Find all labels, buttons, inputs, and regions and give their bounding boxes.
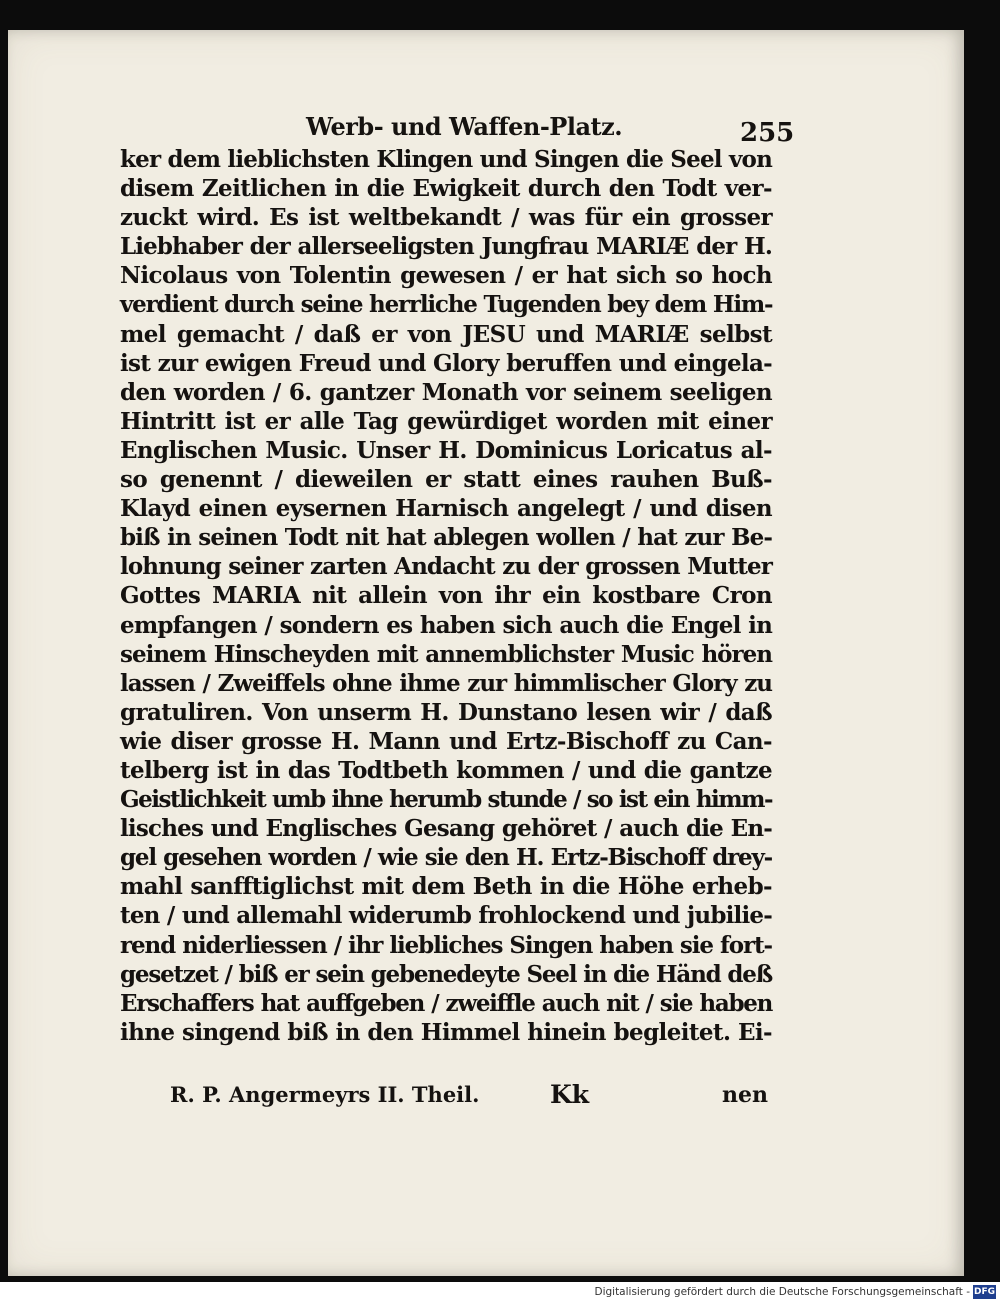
text-line: so genennt / dieweilen er statt eines rauhen Buß- [120, 466, 772, 494]
text-line: ihne singend biß in den Himmel hinein begleitet. Ei- [120, 1018, 772, 1046]
text-line: den worden / 6. gantzer Monath vor seinem seeligen [120, 378, 772, 406]
text-line: rend niderliessen / ihr liebliches Singen haben sie fort- [120, 931, 772, 959]
text-line: zuckt wird. Es ist weltbekandt / was für ein grosser [120, 204, 772, 232]
page-number: 255 [740, 118, 795, 148]
signature-mark: Kk [550, 1080, 590, 1109]
text-line: wie diser grosse H. Mann und Ertz-Bischoff zu Can- [120, 727, 772, 755]
text-line: telberg ist in das Todtbeth kommen / und die gantze [120, 756, 772, 784]
running-head: Werb- und Waffen-Platz. [306, 112, 623, 141]
text-line: empfangen / sondern es haben sich auch die Engel in [120, 611, 772, 639]
text-line: lohnung seiner zarten Andacht zu der grossen Mutter [120, 553, 772, 581]
signature-text: R. P. Angermeyrs II. Theil. [170, 1082, 480, 1107]
text-line: Englischen Music. Unser H. Dominicus Loricatus al- [120, 436, 772, 464]
text-line: lassen / Zweiffels ohne ihme zur himmlischer Glory zu [120, 669, 772, 697]
text-line: mahl sanfftiglichst mit dem Beth in die Höhe erheb- [120, 873, 772, 901]
text-line: ten / und allemahl widerumb frohlockend und jubilie- [120, 902, 772, 930]
dfg-logo-icon: DFG [973, 1287, 995, 1297]
text-line: mel gemacht / daß er von JESU und MARIÆ selbst [120, 320, 772, 348]
text-line: lisches und Englisches Gesang gehöret / auch die En- [120, 815, 772, 843]
text-line: Geistlichkeit umb ihne herumb stunde / so ist ein himm- [120, 786, 772, 814]
text-line: gel gesehen worden / wie sie den H. Ertz-Bischoff drey- [120, 844, 772, 872]
text-line: Hintritt ist er alle Tag gewürdiget worden mit einer [120, 407, 772, 435]
text-line: biß in seinen Todt nit hat ablegen wollen / hat zur Be- [120, 524, 772, 552]
funding-notice: Digitalisierung gefördert durch die Deutsche Forschungsgemeinschaft - [594, 1286, 970, 1298]
body-text [120, 145, 772, 1047]
signature-line [170, 1082, 770, 1112]
text-line: disem Zeitlichen in die Ewigkeit durch den Todt ver- [120, 175, 772, 203]
catchword: nen [722, 1082, 768, 1108]
text-line: ist zur ewigen Freud und Glory beruffen und eingela- [120, 349, 772, 377]
text-line: Nicolaus von Tolentin gewesen / er hat sich so hoch [120, 262, 772, 290]
text-line: Erschaffers hat auffgeben / zweiffle auch nit / sie haben [120, 989, 772, 1017]
text-line: gesetzet / biß er sein gebenedeyte Seel in die Händ deß [120, 960, 772, 988]
text-line: Gottes MARIA nit allein von ihr ein kostbare Cron [120, 582, 772, 610]
text-line: verdient durch seine herrliche Tugenden bey dem Him- [120, 291, 773, 319]
text-line: gratuliren. Von unserm H. Dunstano lesen wir / daß [120, 698, 772, 726]
text-line: Liebhaber der allerseeligsten Jungfrau MARIÆ der H. [120, 233, 772, 261]
footer-bar [0, 1282, 1000, 1304]
text-line: ker dem lieblichsten Klingen und Singen die Seel von [120, 146, 772, 173]
text-line: Klayd einen eysernen Harnisch angelegt / und disen [120, 495, 772, 523]
text-line: seinem Hinscheyden mit annemblichster Music hören [120, 640, 772, 668]
